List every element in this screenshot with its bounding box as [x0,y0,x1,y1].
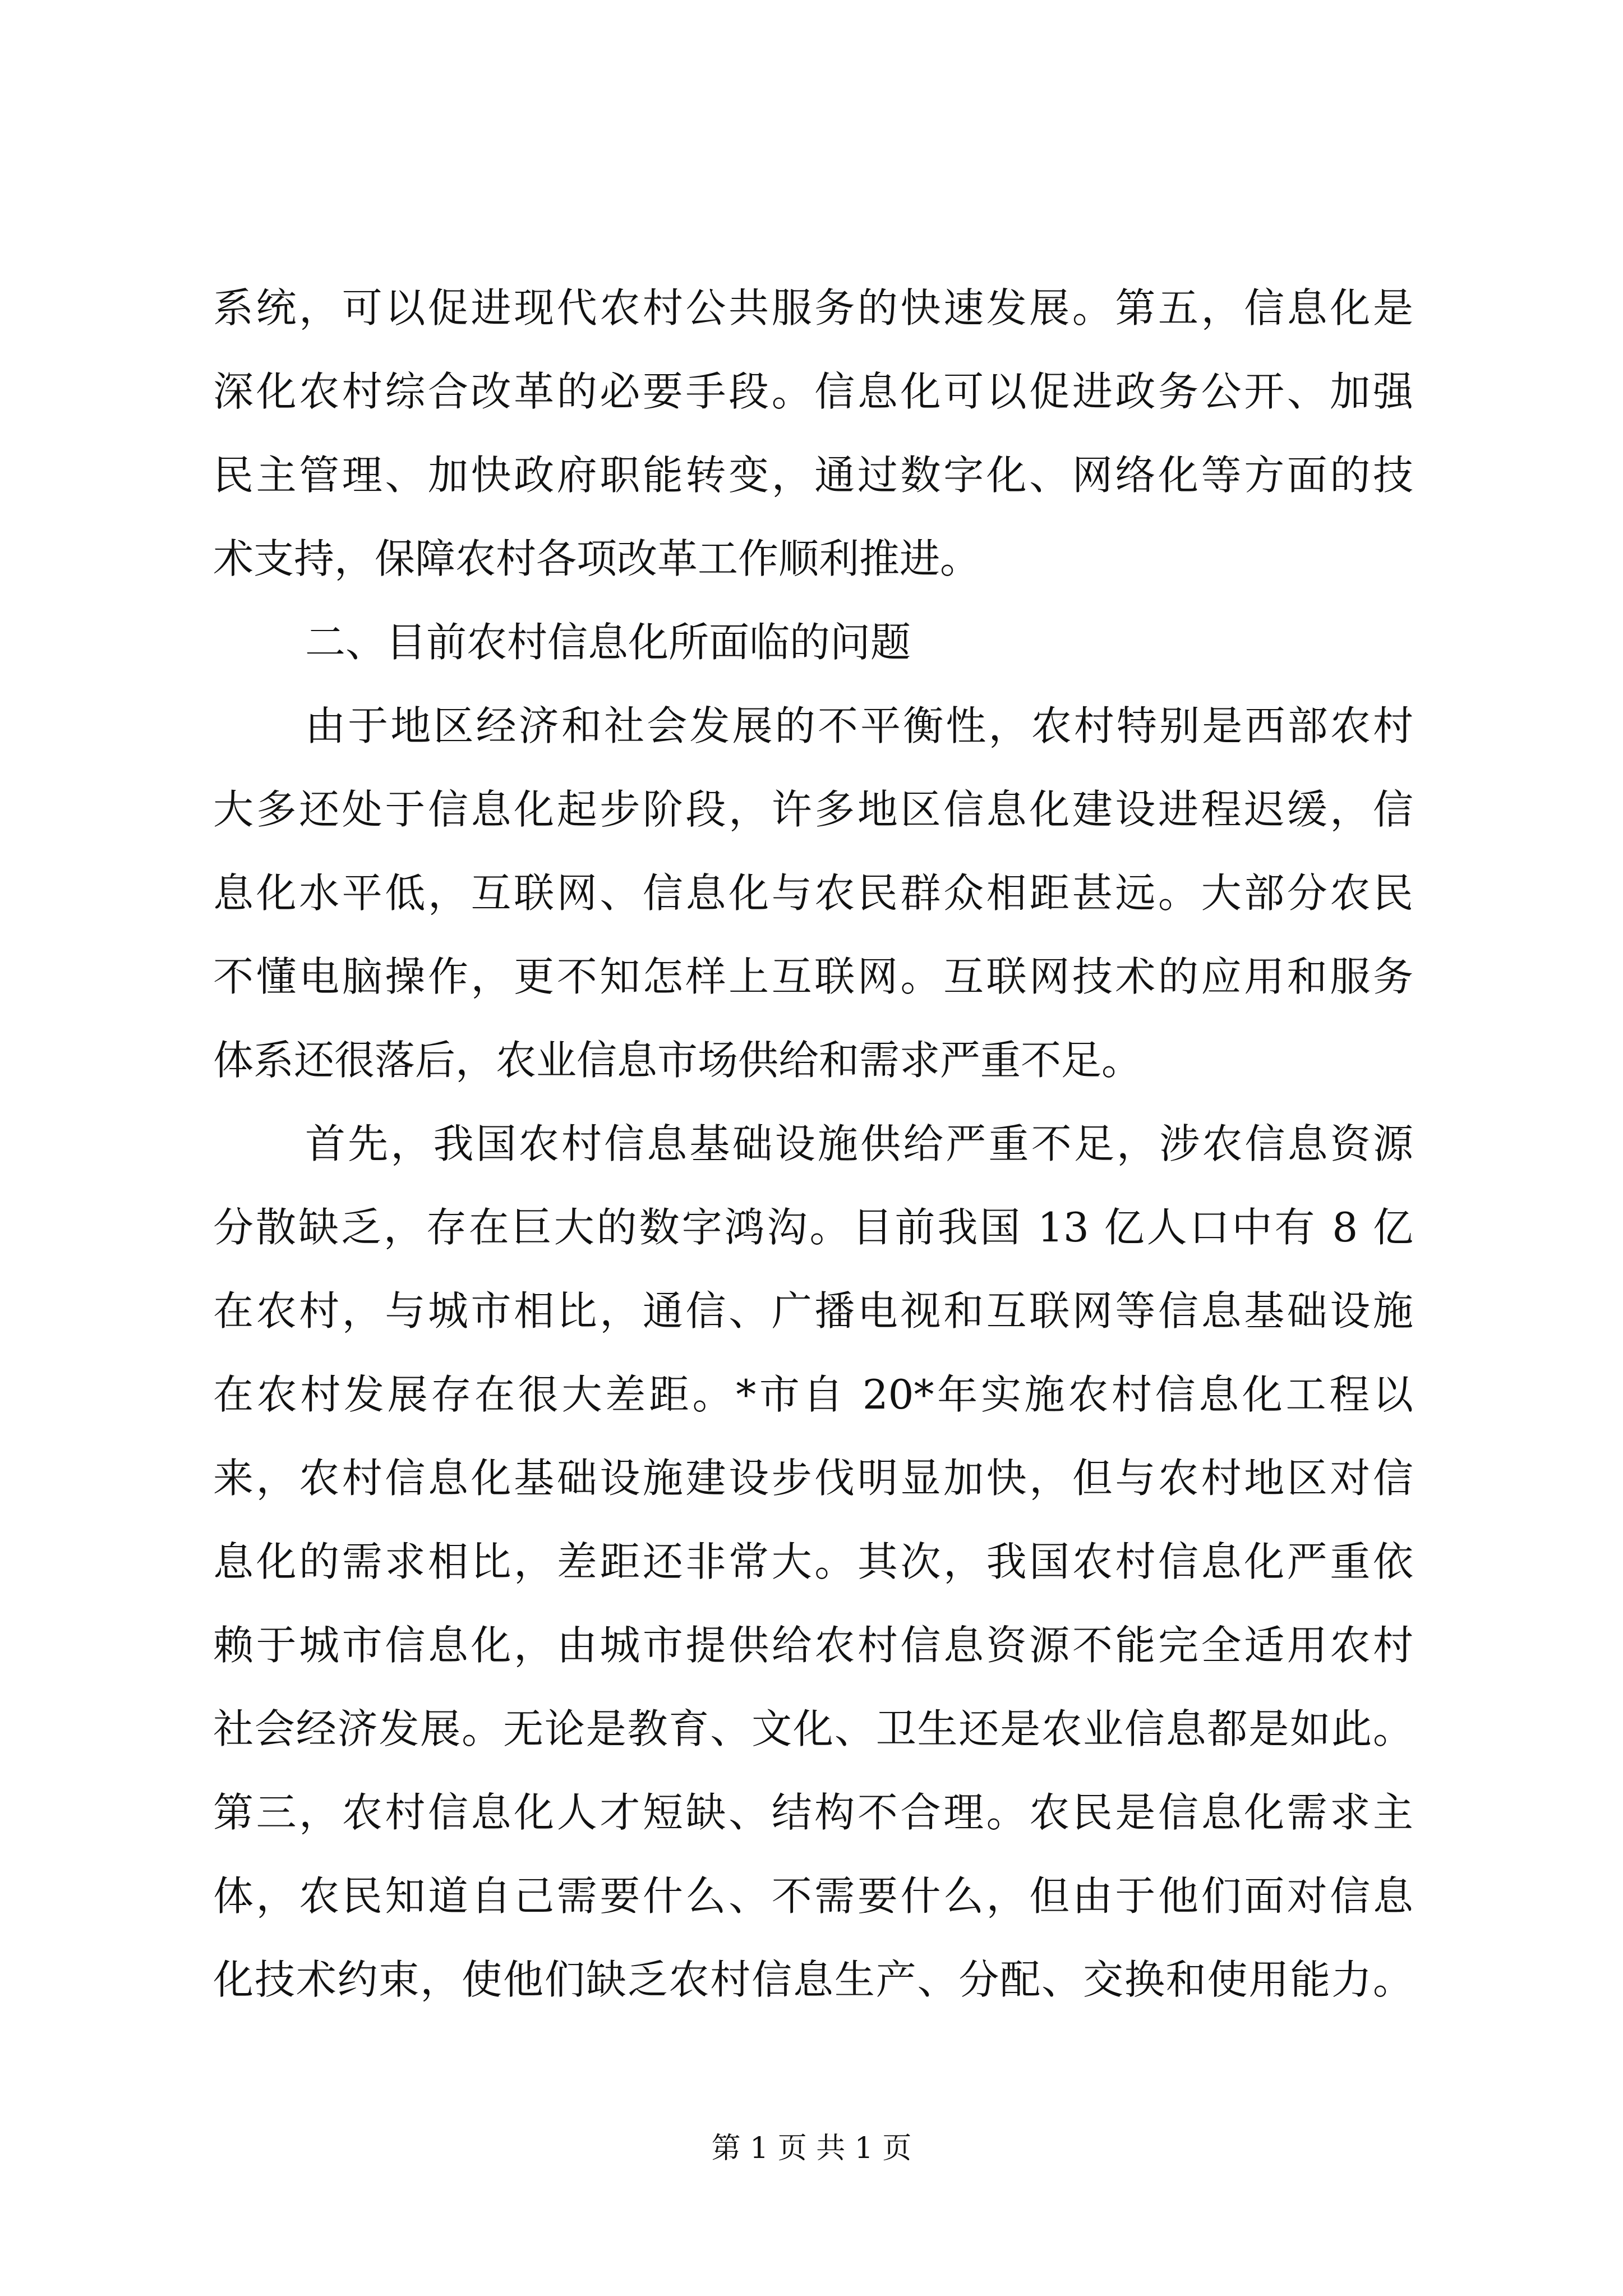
text-line: 赖于城市信息化，由城市提供给农村信息资源不能完全适用农村 [213,1622,1413,1669]
text-line: 深化农村综合改革的必要手段。信息化可以促进政务公开、加强 [213,368,1413,415]
text-line: 系统，可以促进现代农村公共服务的快速发展。第五，信息化是 [213,284,1413,332]
text-line: 大多还处于信息化起步阶段，许多地区信息化建设进程迟缓，信 [213,786,1413,833]
text-line: 体，农民知道自己需要什么、不需要什么，但由于他们面对信息 [213,1872,1413,1920]
text-line: 第三，农村信息化人才短缺、结构不合理。农民是信息化需求主 [213,1789,1413,1836]
text-line: 息化的需求相比，差距还非常大。其次，我国农村信息化严重依 [213,1538,1413,1585]
text-line: 首先，我国农村信息基础设施供给严重不足，涉农信息资源 [305,1120,1413,1167]
text-line: 分散缺乏，存在巨大的数字鸿沟。目前我国 13 亿人口中有 8 亿 [213,1204,1413,1251]
body-text [213,266,1413,2022]
text-line: 社会经济发展。无论是教育、文化、卫生还是农业信息都是如此。 [213,1705,1413,1752]
text-line: 不懂电脑操作，更不知怎样上互联网。互联网技术的应用和服务 [213,953,1413,1000]
text-line: 术支持，保障农村各项改革工作顺利推进。 [213,535,981,582]
text-line: 在农村，与城市相比，通信、广播电视和互联网等信息基础设施 [213,1287,1413,1335]
text-line: 息化水平低，互联网、信息化与农民群众相距甚远。大部分农民 [213,869,1413,917]
text-line: 民主管理、加快政府职能转变，通过数字化、网络化等方面的技 [213,452,1413,499]
page-footer: 第 1 页 共 1 页 [711,2132,912,2165]
text-line: 由于地区经济和社会发展的不平衡性，农村特别是西部农村 [305,702,1413,749]
section-heading: 二、目前农村信息化所面临的问题 [305,619,911,666]
text-line: 在农村发展存在很大差距。*市自 20*年实施农村信息化工程以 [213,1371,1413,1418]
text-line: 体系还很落后，农业信息市场供给和需求严重不足。 [213,1037,1142,1084]
text-line: 来，农村信息化基础设施建设步伐明显加快，但与农村地区对信 [213,1455,1413,1502]
text-line: 化技术约束，使他们缺乏农村信息生产、分配、交换和使用能力。 [213,1956,1413,2003]
